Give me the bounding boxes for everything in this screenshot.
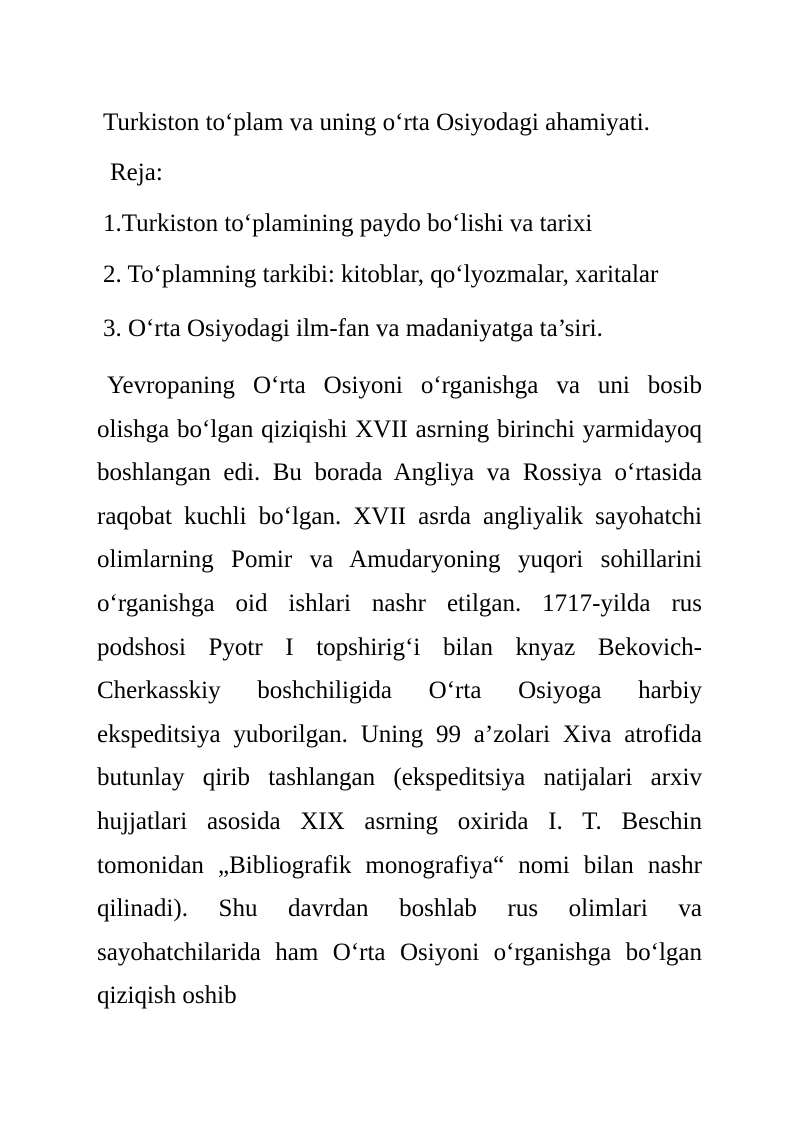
- plan-item-3: 3. O‘rta Osiyodagi ilm-fan va madaniyatga ta’siri.: [103, 315, 603, 342]
- plan-item-1: 1.Turkiston to‘plamining paydo bo‘lishi va tarixi: [103, 210, 593, 237]
- body-paragraph: Yevropaning O‘rta Osiyoni o‘rganishga va uni bosib olishga bo‘lgan qiziqishi XVII asrning birinchi yarmidayoq boshlangan edi. Bu borada Angliya va Rossiya o‘rtasida raqobat kuchli bo‘lgan. XVII asrda angliyalik sayohatchi olimlarning Pomir va Amudaryoning yuqori sohillarini o‘rganishga oid ishlari nashr etilgan. 1717-yilda rus podshosi Pyotr I topshirig‘i bilan knyaz Bekovich-Cherkasskiy boshchiligida O‘rta Osiyoga harbiy ekspeditsiya yuborilgan. Uning 99 a’zolari Xiva atrofida butunlay qirib tashlangan (ekspeditsiya natijalari arxiv hujjatlari asosida XIX asrning oxirida I. T. Beschin tomonidan „Bibliografik monografiya“ nomi bilan nashr qilinadi). Shu davrdan boshlab rus olimlari va sayohatchilarida ham O‘rta Osiyoni o‘rganishga bo‘lgan qiziqish oshib: [97, 372, 702, 1010]
- plan-item-2: 2. To‘plamning tarkibi: kitoblar, qo‘lyozmalar, xaritalar: [103, 261, 659, 288]
- plan-heading: Reja:: [110, 159, 163, 186]
- document-title: Turkiston to‘plam va uning o‘rta Osiyodagi ahamiyati.: [103, 109, 650, 136]
